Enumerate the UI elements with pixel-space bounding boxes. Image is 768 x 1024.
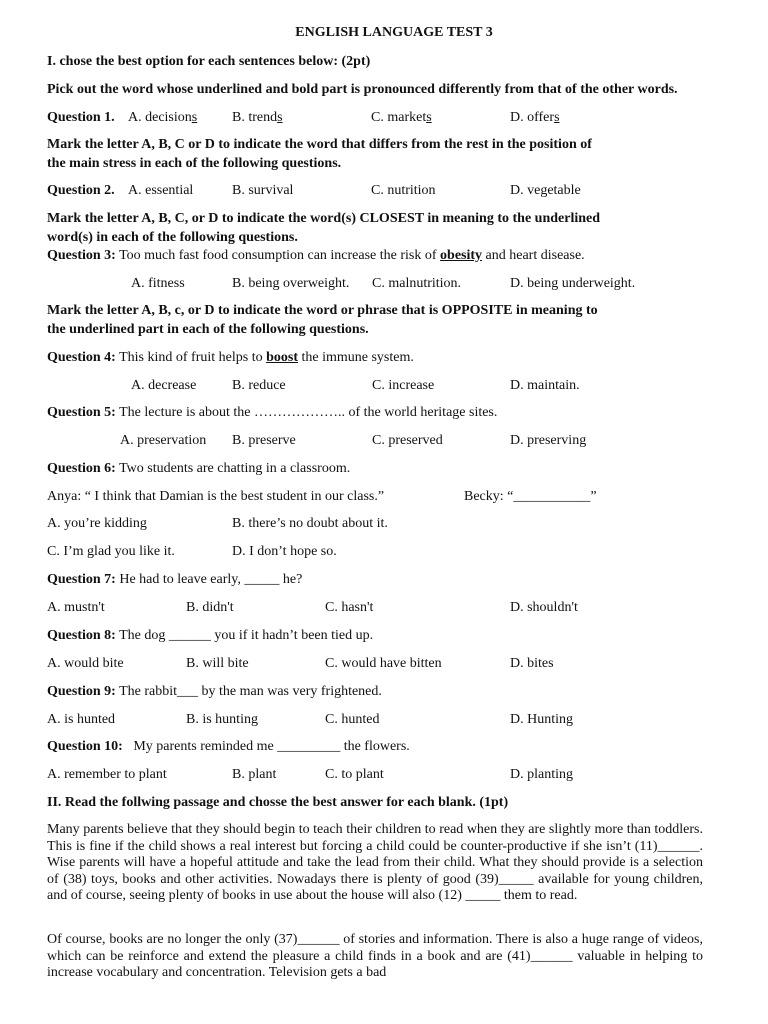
stem-text: The dog ______ you if it hadn’t been tied up.	[115, 628, 374, 643]
q2-option-a[interactable]: A. essential	[128, 183, 194, 198]
q5-option-c[interactable]: C. preserved	[372, 433, 443, 448]
underlined-word: boost	[266, 350, 298, 365]
question-3-stem	[47, 248, 585, 264]
question-label: Question 8:	[47, 628, 116, 643]
q1-option-b[interactable]	[232, 110, 283, 126]
stem-text: My parents reminded me _________ the flowers.	[122, 739, 410, 754]
question-1	[47, 110, 115, 126]
q2-option-d[interactable]: D. vegetable	[510, 183, 581, 198]
instruction-stress-line1: Mark the letter A, B, C or D to indicate the word that differs from the rest in the position of	[47, 137, 592, 152]
option-text: A. decision	[128, 110, 192, 125]
instruction-closest-line1: Mark the letter A, B, C, or D to indicate the word(s) CLOSEST in meaning to the underlined	[47, 211, 601, 226]
q7-option-a[interactable]: A. mustn't	[47, 600, 105, 615]
option-text: C. market	[371, 110, 427, 125]
q3-option-d[interactable]: D. being underweight.	[510, 276, 636, 291]
q6-option-c[interactable]: C. I’m glad you like it.	[47, 544, 175, 559]
question-label: Question 3:	[47, 248, 116, 263]
instruction-opposite-line1: Mark the letter A, B, c, or D to indicate the word or phrase that is OPPOSITE in meaning to	[47, 303, 598, 318]
q8-option-a[interactable]: A. would bite	[47, 656, 124, 671]
q5-option-a[interactable]: A. preservation	[120, 433, 207, 448]
q7-option-c[interactable]: C. hasn't	[325, 600, 374, 615]
question-9-stem	[47, 684, 382, 700]
option-text: D. offer	[510, 110, 555, 125]
q4-option-c[interactable]: C. increase	[372, 378, 435, 393]
stem-text: This kind of fruit helps to	[115, 350, 267, 365]
q10-option-b[interactable]: B. plant	[232, 767, 277, 782]
q4-option-d[interactable]: D. maintain.	[510, 378, 580, 393]
q9-option-d[interactable]: D. Hunting	[510, 712, 573, 727]
q8-option-b[interactable]: B. will bite	[186, 656, 249, 671]
q5-option-d[interactable]: D. preserving	[510, 433, 587, 448]
q9-option-a[interactable]: A. is hunted	[47, 712, 116, 727]
q10-option-c[interactable]: C. to plant	[325, 767, 384, 782]
q8-option-c[interactable]: C. would have bitten	[325, 656, 442, 671]
section2-heading: II. Read the follwing passage and chosse the best answer for each blank. (1pt)	[47, 795, 509, 810]
q6-option-b[interactable]: B. there’s no doubt about it.	[232, 516, 388, 531]
passage-paragraph-1: Many parents believe that they should begin to teach their children to read when they are slightly more than toddlers. This is fine if the child shows a real interest but forcing a child could be counter-productive if she isn’t (11)______. Wise parents will have a hopeful attitude and take the lead from their child. What they should provide is a selection of (38) toys, books and other activities. Nowadays there is plenty of good (39)_____ available for young children, and of course, seeing plenty of books in use about the house will also (12) _____ them to read.	[47, 822, 703, 904]
q3-option-b[interactable]: B. being overweight.	[232, 276, 350, 291]
page-title: ENGLISH LANGUAGE TEST 3	[295, 25, 493, 40]
q6-becky-line: Becky: “___________”	[464, 489, 597, 504]
question-8-stem	[47, 628, 373, 644]
q7-option-d[interactable]: D. shouldn't	[510, 600, 578, 615]
q2-option-b[interactable]: B. survival	[232, 183, 294, 198]
q10-option-a[interactable]: A. remember to plant	[47, 767, 167, 782]
passage-paragraph-2: Of course, books are no longer the only (37)______ of stories and information. There is also a huge range of videos, which can be reinforce and extend the pleasure a child finds in a book and are (41)______ valuable in helping to increase vocabulary and concentration. Television gets a bad	[47, 932, 703, 981]
stem-text: and heart disease.	[482, 248, 585, 263]
stem-text: Too much fast food consumption can increase the risk of	[115, 248, 441, 263]
option-text: B. trend	[232, 110, 278, 125]
stem-text: The rabbit___ by the man was very frightened.	[115, 684, 382, 699]
question-5-stem	[47, 405, 497, 421]
q6-option-d[interactable]: D. I don’t hope so.	[232, 544, 337, 559]
q9-option-b[interactable]: B. is hunting	[186, 712, 258, 727]
instruction-stress-line2: the main stress in each of the following questions.	[47, 156, 342, 171]
question-label: Question 1.	[47, 110, 115, 125]
q7-option-b[interactable]: B. didn't	[186, 600, 234, 615]
q6-option-a[interactable]: A. you’re kidding	[47, 516, 147, 531]
q9-option-c[interactable]: C. hunted	[325, 712, 380, 727]
stem-text: the immune system.	[297, 350, 414, 365]
q5-option-b[interactable]: B. preserve	[232, 433, 296, 448]
section1-heading: I. chose the best option for each sentences below: (2pt)	[47, 54, 371, 69]
underlined-part: s	[554, 110, 560, 125]
question-10-stem	[47, 739, 410, 755]
q1-option-d[interactable]	[510, 110, 560, 126]
q4-option-a[interactable]: A. decrease	[131, 378, 197, 393]
stem-text: Two students are chatting in a classroom.	[115, 461, 351, 476]
q6-anya-line: Anya: “ I think that Damian is the best student in our class.”	[47, 489, 385, 504]
underlined-word: obesity	[440, 248, 483, 263]
q8-option-d[interactable]: D. bites	[510, 656, 554, 671]
underlined-part: s	[426, 110, 432, 125]
question-label: Question 5:	[47, 405, 116, 420]
q3-option-c[interactable]: C. malnutrition.	[372, 276, 462, 291]
underlined-part: s	[191, 110, 198, 125]
q4-option-b[interactable]: B. reduce	[232, 378, 286, 393]
q1-option-a[interactable]	[128, 110, 197, 126]
q1-option-c[interactable]	[371, 110, 432, 126]
q3-option-a[interactable]: A. fitness	[131, 276, 185, 291]
question-label: Question 4:	[47, 350, 116, 365]
question-6-stem	[47, 461, 350, 477]
question-label: Question 9:	[47, 684, 116, 699]
underlined-part: s	[277, 110, 283, 125]
question-label: Question 7:	[47, 572, 116, 587]
question-label: Question 6:	[47, 461, 116, 476]
q10-option-d[interactable]: D. planting	[510, 767, 573, 782]
question-label: Question 10:	[47, 739, 123, 754]
stem-text: He had to leave early, _____ he?	[115, 572, 303, 587]
instruction-opposite-line2: the underlined part in each of the following questions.	[47, 322, 369, 337]
stem-text: The lecture is about the ……………….. of the world heritage sites.	[115, 405, 498, 420]
instruction-pronunciation: Pick out the word whose underlined and bold part is pronounced differently from that of the other words.	[47, 82, 678, 97]
question-4-stem	[47, 350, 414, 366]
instruction-closest-line2: word(s) in each of the following questions.	[47, 230, 298, 245]
question-2-label: Question 2.	[47, 183, 115, 198]
question-7-stem	[47, 572, 302, 588]
q2-option-c[interactable]: C. nutrition	[371, 183, 436, 198]
